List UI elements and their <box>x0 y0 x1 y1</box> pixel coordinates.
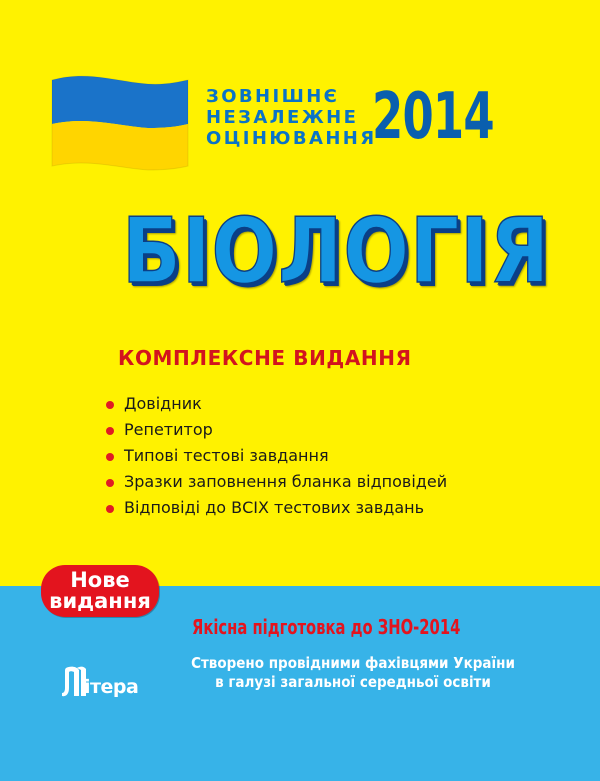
slogan: Якісна підготовка до ЗНО-2014 <box>192 615 461 639</box>
authors-note-line: Створено провідними фахівцями України <box>191 654 515 672</box>
subject-title: БІОЛОГІЯ <box>122 199 551 304</box>
feature-text: Зразки заповнення бланка відповідей <box>124 472 448 491</box>
publisher-name: ітера <box>84 676 139 698</box>
bullet-dot-icon <box>106 479 114 487</box>
feature-text: Типові тестові завдання <box>124 446 329 465</box>
list-item <box>106 495 447 521</box>
authors-note-line: в галузі загальної середньої освіти <box>215 673 491 691</box>
bullet-dot-icon <box>106 427 114 435</box>
new-edition-badge <box>41 565 159 617</box>
authors-note <box>188 654 518 692</box>
exam-year: 2014 <box>372 80 494 154</box>
feature-text: Репетитор <box>124 420 213 439</box>
bullet-dot-icon <box>106 401 114 409</box>
edition-label: КОМПЛЕКСНЕ ВИДАННЯ <box>118 346 412 370</box>
list-item <box>106 391 447 417</box>
zno-title <box>206 86 377 149</box>
zno-line: ОЦІНЮВАННЯ <box>206 128 377 149</box>
feature-text: Відповіді до ВСІХ тестових завдань <box>124 498 425 517</box>
badge-line: видання <box>49 589 151 613</box>
feature-text: Довідник <box>124 394 202 413</box>
list-item <box>106 443 447 469</box>
bullet-dot-icon <box>106 505 114 513</box>
zno-line: ЗОВНІШНЄ <box>206 86 340 107</box>
bullet-dot-icon <box>106 453 114 461</box>
zno-line: НЕЗАЛЕЖНЕ <box>206 107 359 128</box>
ukraine-flag-icon <box>48 72 190 172</box>
list-item <box>106 469 447 495</box>
list-item <box>106 417 447 443</box>
badge-line: Нове <box>70 568 130 592</box>
features-list <box>106 391 447 521</box>
